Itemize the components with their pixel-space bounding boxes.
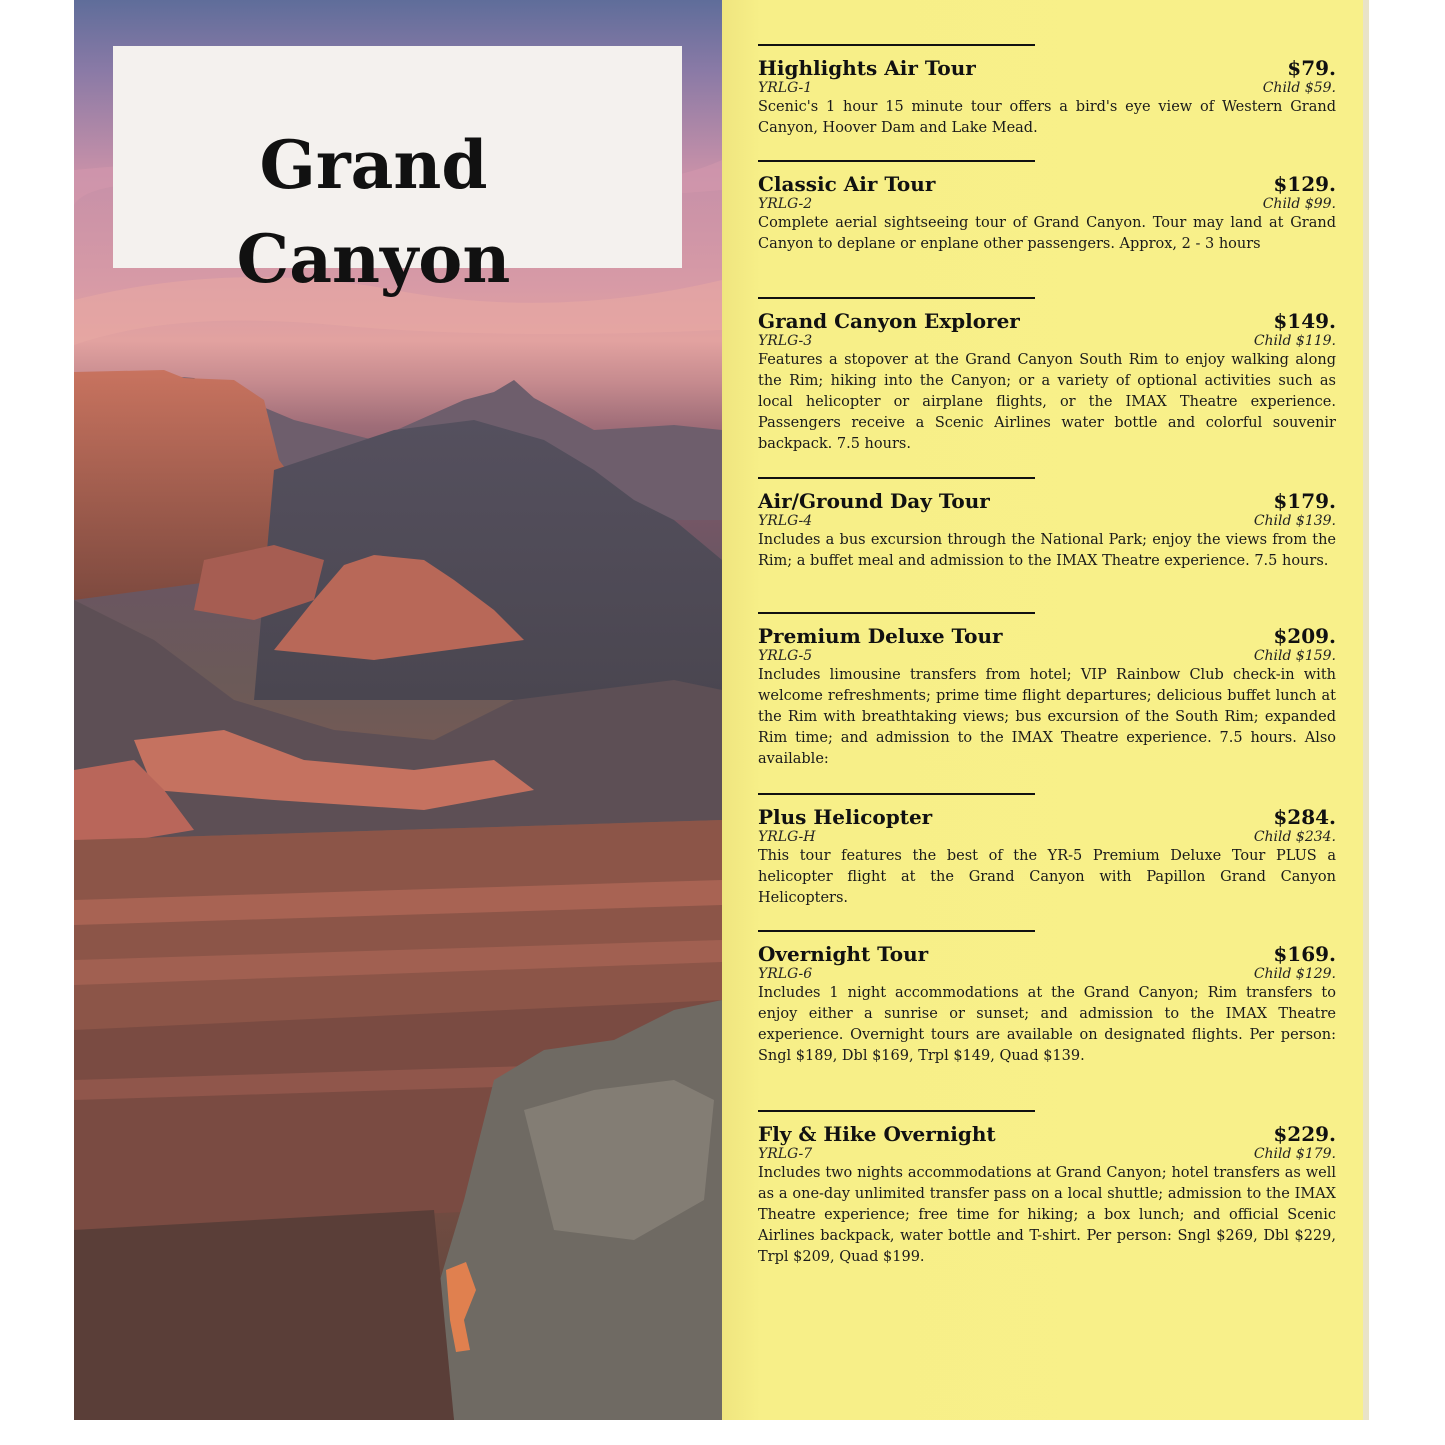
tour-entry bbox=[758, 477, 1336, 572]
section-divider bbox=[758, 930, 1035, 932]
tour-price: $284. bbox=[1273, 805, 1336, 829]
tour-name: Classic Air Tour bbox=[758, 172, 936, 196]
tour-description: Includes two nights accommodations at Grand Canyon; hotel transfers as well as a one-day unlimited transfer pass on a local shuttle; admission to the IMAX Theatre experience; free time for hiking; a box lunch; and official Scenic Airlines backpack, water bottle and T-shirt. Per person: Sngl $269, Dbl $229, Trpl $209, Quad $199. bbox=[758, 1165, 1336, 1265]
child-price: Child $179. bbox=[1253, 1146, 1336, 1162]
tour-description: Scenic's 1 hour 15 minute tour offers a bird's eye view of Western Grand Canyon, Hoover Dam and Lake Mead. bbox=[758, 99, 1336, 136]
section-divider bbox=[758, 44, 1035, 46]
tour-code: YRLG-H bbox=[758, 829, 816, 845]
child-price: Child $119. bbox=[1253, 333, 1336, 349]
tour-entry bbox=[758, 297, 1336, 455]
child-price: Child $59. bbox=[1262, 80, 1336, 96]
section-divider bbox=[758, 160, 1035, 162]
tour-code: YRLG-6 bbox=[758, 966, 813, 982]
tour-entry bbox=[758, 44, 1336, 139]
tour-code: YRLG-2 bbox=[758, 196, 813, 212]
tour-name: Air/Ground Day Tour bbox=[758, 489, 990, 513]
tour-code: YRLG-4 bbox=[758, 513, 813, 529]
title-line-2: Canyon bbox=[236, 220, 511, 298]
tour-name: Grand Canyon Explorer bbox=[758, 309, 1020, 333]
tour-price: $209. bbox=[1273, 624, 1336, 648]
section-divider bbox=[758, 612, 1035, 614]
tour-code: YRLG-5 bbox=[758, 648, 813, 664]
section-divider bbox=[758, 297, 1035, 299]
tour-entry bbox=[758, 1110, 1336, 1268]
tour-name: Highlights Air Tour bbox=[758, 56, 976, 80]
tour-price: $229. bbox=[1273, 1122, 1336, 1146]
tour-description: Includes limousine transfers from hotel; VIP Rainbow Club check-in with welcome refreshments; prime time flight departures; delicious buffet lunch at the Rim with breathtaking views; bus excursion of the South Rim; expanded Rim time; and admission to the IMAX Theatre experience. 7.5 hours. Also available: bbox=[758, 667, 1336, 767]
tour-description: Complete aerial sightseeing tour of Grand Canyon. Tour may land at Grand Canyon to deplane or enplane other passengers. Approx, 2 - 3 hours bbox=[758, 215, 1336, 252]
tour-name: Fly & Hike Overnight bbox=[758, 1122, 996, 1146]
tour-price: $169. bbox=[1273, 942, 1336, 966]
child-price: Child $159. bbox=[1253, 648, 1336, 664]
tour-name: Plus Helicopter bbox=[758, 805, 933, 829]
section-divider bbox=[758, 793, 1035, 795]
section-divider bbox=[758, 1110, 1035, 1112]
page-title bbox=[89, 118, 658, 306]
tour-description: Features a stopover at the Grand Canyon South Rim to enjoy walking along the Rim; hiking into the Canyon; or a variety of optional activities such as local helicopter or airplane flights, or the IMAX Theatre experience. Passengers receive a Scenic Airlines water bottle and colorful souvenir backpack. 7.5 hours. bbox=[758, 352, 1336, 452]
tour-entry bbox=[758, 793, 1336, 909]
tour-description: This tour features the best of the YR-5 Premium Deluxe Tour PLUS a helicopter flight at the Grand Canyon with Papillon Grand Canyon Helicopters. bbox=[758, 848, 1336, 906]
child-price: Child $129. bbox=[1253, 966, 1336, 982]
child-price: Child $139. bbox=[1253, 513, 1336, 529]
tour-entry bbox=[758, 930, 1336, 1067]
tour-price: $129. bbox=[1273, 172, 1336, 196]
title-line-1: Grand bbox=[259, 126, 488, 204]
page-edge bbox=[1363, 0, 1369, 1420]
tour-listing-panel bbox=[722, 0, 1363, 1420]
tour-description: Includes a bus excursion through the National Park; enjoy the views from the Rim; a buffet meal and admission to the IMAX Theatre experience. 7.5 hours. bbox=[758, 532, 1336, 569]
child-price: Child $99. bbox=[1262, 196, 1336, 212]
child-price: Child $234. bbox=[1253, 829, 1336, 845]
tour-code: YRLG-7 bbox=[758, 1146, 813, 1162]
tour-entry bbox=[758, 612, 1336, 770]
tour-price: $79. bbox=[1287, 56, 1336, 80]
section-divider bbox=[758, 477, 1035, 479]
tour-code: YRLG-1 bbox=[758, 80, 813, 96]
tour-code: YRLG-3 bbox=[758, 333, 813, 349]
tour-description: Includes 1 night accommodations at the Grand Canyon; Rim transfers to enjoy either a sunrise or sunset; and admission to the IMAX Theatre experience. Overnight tours are available on designated flights. Per person: Sngl $189, Dbl $169, Trpl $149, Quad $139. bbox=[758, 985, 1336, 1064]
tour-price: $149. bbox=[1273, 309, 1336, 333]
tour-name: Overnight Tour bbox=[758, 942, 929, 966]
tour-price: $179. bbox=[1273, 489, 1336, 513]
tour-name: Premium Deluxe Tour bbox=[758, 624, 1003, 648]
title-box bbox=[113, 46, 682, 298]
tour-entry bbox=[758, 160, 1336, 255]
